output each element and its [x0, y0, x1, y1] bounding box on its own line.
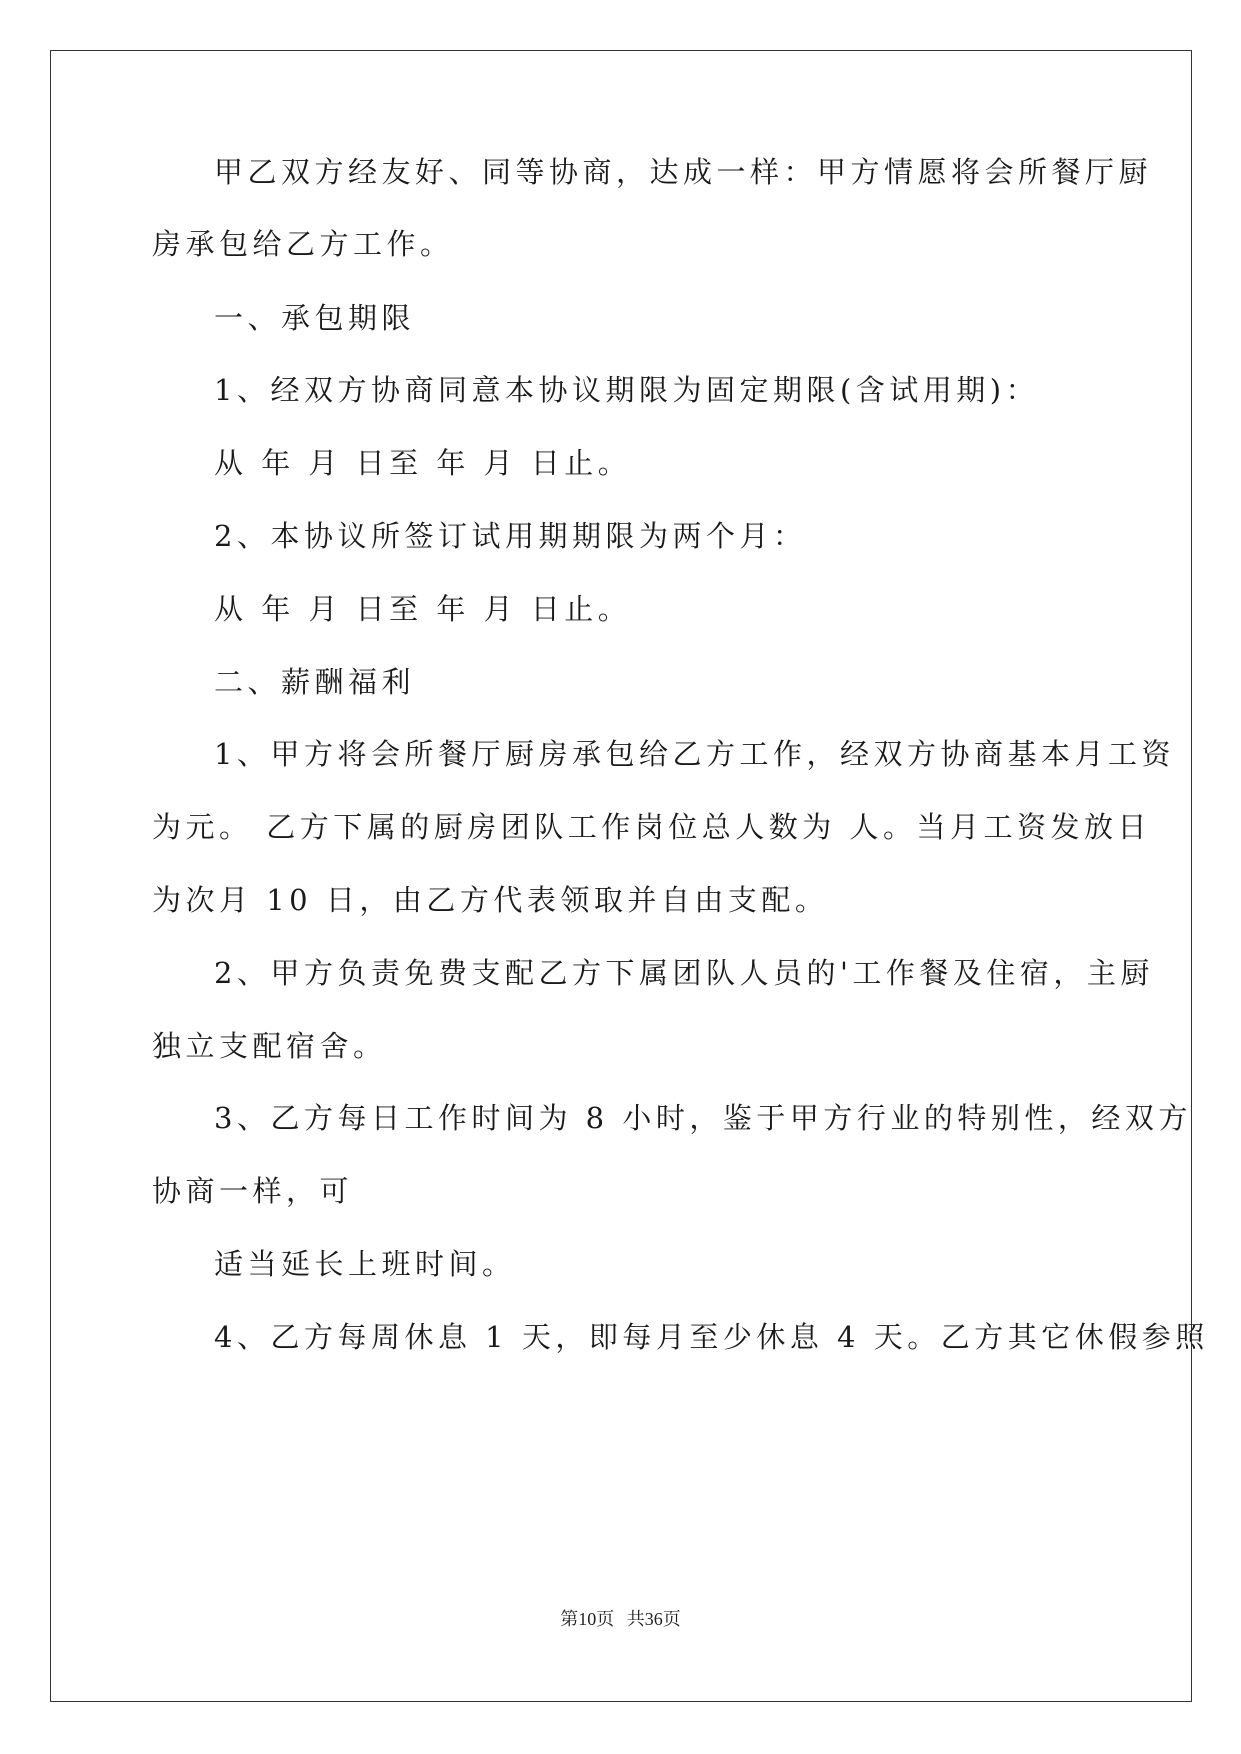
- paragraph-line: 从 年 月 日至 年 月 日止。: [214, 592, 632, 626]
- section-heading: 一、承包期限: [214, 301, 416, 335]
- paragraph-line: 房承包给乙方工作。: [152, 227, 454, 261]
- paragraph-line: 3、乙方每日工作时间为 8 小时，鉴于甲方行业的特别性，经双方: [214, 1101, 1192, 1135]
- page-number: 第10页: [560, 1609, 615, 1629]
- paragraph-line: 适当延长上班时间。: [214, 1247, 516, 1281]
- section-heading: 二、薪酬福利: [214, 665, 416, 699]
- paragraph-line: 为元。 乙方下属的厨房团队工作岗位总人数为 人。当月工资发放日: [152, 810, 1151, 844]
- total-pages: 共36页: [626, 1609, 681, 1629]
- paragraph-line: 为次月 10 日，由乙方代表领取并自由支配。: [152, 883, 829, 917]
- page-footer: [0, 1605, 1241, 1631]
- paragraph-line: 协商一样，可: [152, 1174, 354, 1208]
- paragraph-line: 从 年 月 日至 年 月 日止。: [214, 446, 632, 480]
- paragraph-line: 甲乙双方经友好、同等协商，达成一样：甲方情愿将会所餐厅厨: [214, 155, 1153, 189]
- paragraph-line: 2、本协议所签订试用期期限为两个月：: [214, 519, 807, 553]
- paragraph-line: 1、甲方将会所餐厅厨房承包给乙方工作，经双方协商基本月工资: [214, 737, 1175, 771]
- paragraph-line: 2、甲方负责免费支配乙方下属团队人员的'工作餐及住宿，主厨: [214, 956, 1154, 990]
- paragraph-line: 4、乙方每周休息 1 天，即每月至少休息 4 天。乙方其它休假参照: [214, 1320, 1209, 1354]
- paragraph-line: 独立支配宿舍。: [152, 1029, 387, 1063]
- paragraph-line: 1、经双方协商同意本协议期限为固定期限(含试用期)：: [214, 373, 1040, 407]
